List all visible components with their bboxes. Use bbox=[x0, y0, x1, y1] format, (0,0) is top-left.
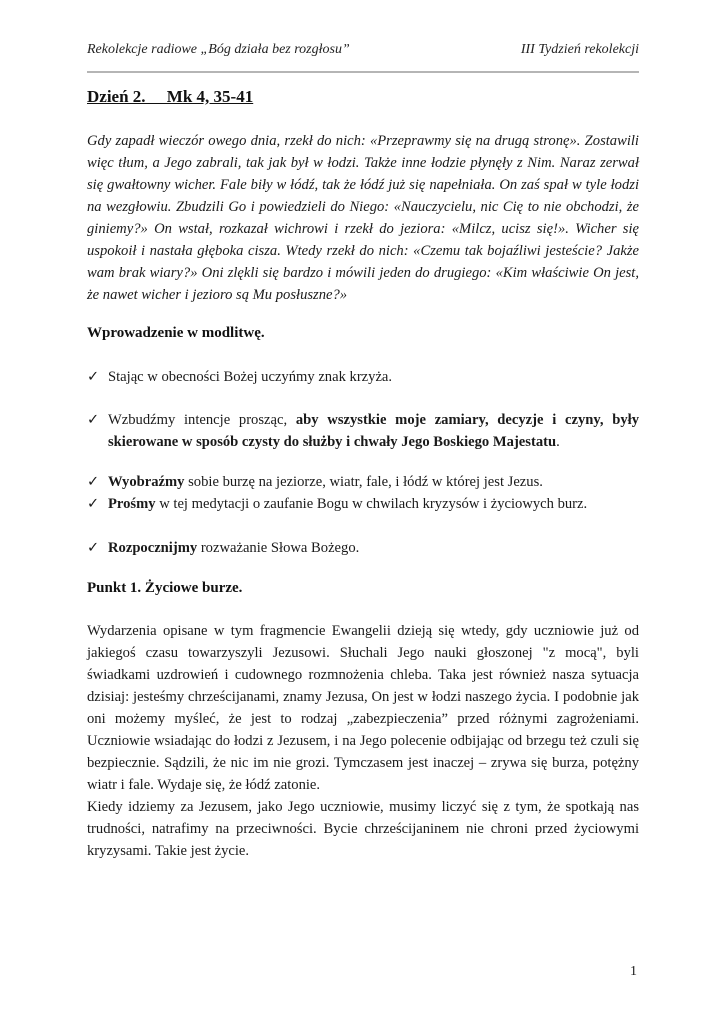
intro-item: ✓ Wyobraźmy sobie burzę na jeziorze, wiatr, fale, i łódź w której jest Jezus. bbox=[87, 471, 639, 493]
check-icon: ✓ bbox=[87, 496, 100, 512]
check-icon: ✓ bbox=[87, 474, 100, 490]
intro-item: ✓ Wzbudźmy intencje prosząc, aby wszystkie moje zamiary, decyzje i czyny, były skierowane w sposób czysty do służby i chwały Jego Boskiego Majestatu. bbox=[87, 409, 639, 453]
check-icon: ✓ bbox=[87, 412, 100, 428]
point1-paragraph: Kiedy idziemy za Jezusem, jako Jego uczniowie, musimy liczyć się z tym, że spotkają nas trudności, natrafimy na przeciwności. Bycie chrześcijaninem nie chroni przed życiowymi kryzysami. Takie jest życie. bbox=[87, 799, 639, 859]
intro-item: ✓ Rozpocznijmy rozważanie Słowa Bożego. bbox=[87, 537, 639, 559]
intro-item: ✓ Prośmy w tej medytacji o zaufanie Bogu w chwilach kryzysów i życiowych burz. bbox=[87, 493, 639, 515]
header-right: III Tydzień rekolekcji bbox=[520, 42, 639, 57]
page-header bbox=[87, 42, 639, 58]
day-title: Dzień 2. Mk 4, 35-41 bbox=[87, 87, 254, 106]
intro-heading: Wprowadzenie w modlitwę. bbox=[87, 325, 265, 341]
page-number: 1 bbox=[630, 964, 637, 979]
point1-heading: Punkt 1. Życiowe burze. bbox=[87, 580, 243, 596]
scripture-passage: Gdy zapadł wieczór owego dnia, rzekł do nich: «Przeprawmy się na drugą stronę». Zostawili więc tłum, a Jego zabrali, tak jak był w łodzi. Także inne łodzie płynęły z Nim. Naraz zerwał się gwałtowny wicher. Fale biły w łódź, tak że łódź już się napełniała. On zaś spał w tyle łodzi na wezgłowiu. Zbudzili Go i powiedzieli do Niego: «Nauczycielu, nic Cię to nie obchodzi, że giniemy?» On wstał, rozkazał wichrowi i rzekł do jeziora: «Milcz, ucisz się!». Wicher się uspokoił i nastała głęboka cisza. Wtedy rzekł do nich: «Czemu tak bojaźliwi jesteście? Jakże wam brak wiary?» Oni zlękli się bardzo i mówili jeden do drugiego: «Kim właściwie On jest, że nawet wicher i jezioro są Mu posłuszne?» bbox=[87, 133, 639, 303]
check-icon: ✓ bbox=[87, 540, 100, 556]
intro-item: ✓ Stając w obecności Bożej uczyńmy znak krzyża. bbox=[87, 366, 639, 388]
header-left: Rekolekcje radiowe „Bóg działa bez rozgłosu” bbox=[87, 42, 350, 57]
point1-paragraph: Wydarzenia opisane w tym fragmencie Ewangelii dzieją się wtedy, gdy uczniowie już od jakiegoś czasu towarzyszyli Jezusowi. Słuchali Jego nauki głoszonej "z mocą", byli świadkami uzdrowień i cudownego rozmnożenia chleba. Taka jest również nasza sytuacja dzisiaj: jesteśmy chrześcijanami, znamy Jezusa, On jest w łodzi naszego życia. I podobnie jak oni możemy myśleć, że jest to rodzaj „zabezpieczenia” przed różnymi zagrożeniami. Uczniowie wsiadając do łodzi z Jezusem, i na Jego polecenie odbijając od brzegu też czuli się bezpiecznie. Sądzili, że nic im nie grozi. Tymczasem jest inaczej – zrywa się burza, potężny wiatr i fale. Wydaje się, że łódź zatonie. bbox=[87, 623, 639, 793]
check-icon: ✓ bbox=[87, 369, 100, 385]
header-divider bbox=[87, 71, 639, 73]
